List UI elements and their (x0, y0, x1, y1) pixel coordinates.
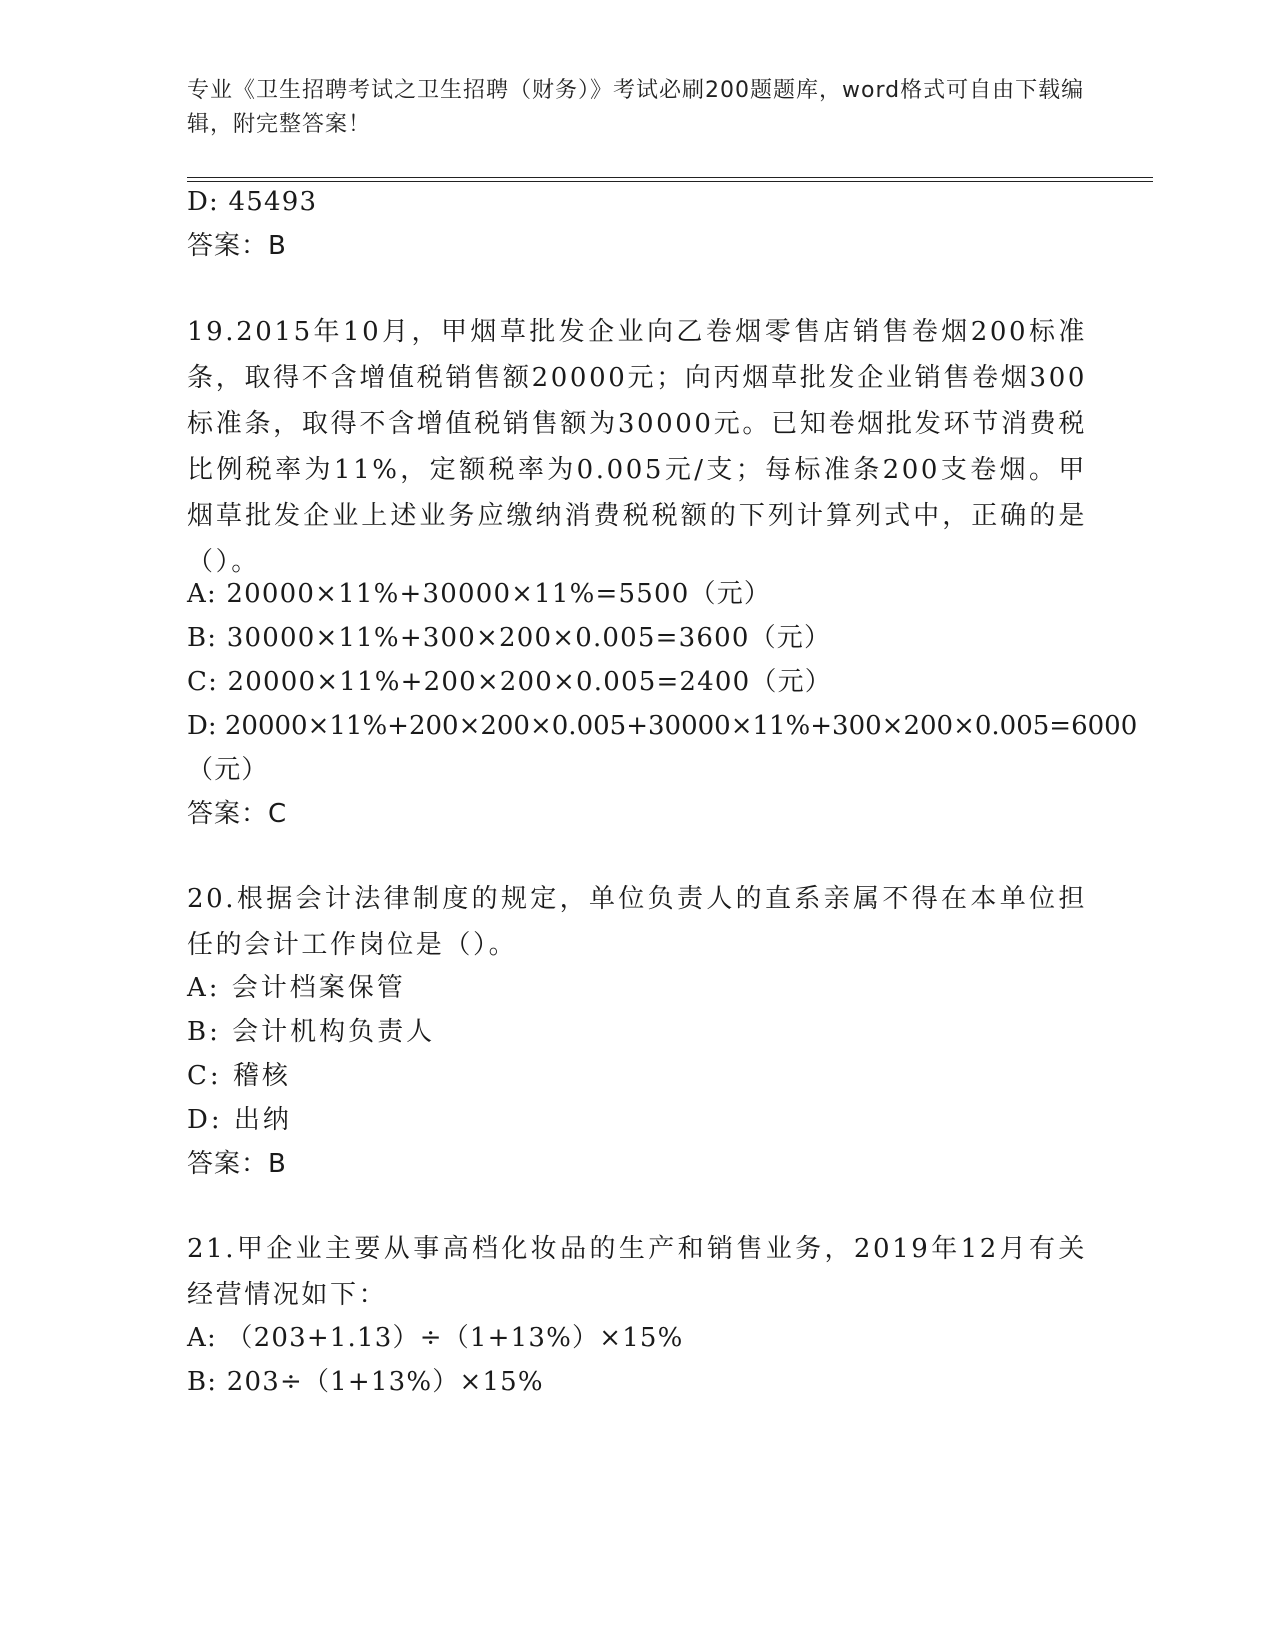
header-rule-bottom (187, 181, 1153, 182)
question-19-option-d: D: 20000×11%+200×200×0.005+30000×11%+300×200×0.005=6000 (187, 711, 1138, 741)
option-d: D: 45493 (187, 187, 318, 217)
question-21-option-a: A: （203+1.13）÷（1+13%）×15% (187, 1323, 684, 1353)
question-20-answer: 答案：B (187, 1149, 287, 1179)
question-19-text: 19.2015年10月，甲烟草批发企业向乙卷烟零售店销售卷烟200标准条，取得不含增值税销售额20000元；向丙烟草批发企业销售卷烟300标准条，取得不含增值税销售额为30000元。已知卷烟批发环节消费税比例税率为11%，定额税率为0.005元/支；每标准条200支卷烟。甲烟草批发企业上述业务应缴纳消费税税额的下列计算列式中，正确的是（）。 (187, 317, 1087, 577)
question-19-option-c: C: 20000×11%+200×200×0.005=2400（元） (187, 667, 832, 697)
question-20-option-d: D: 出纳 (187, 1105, 292, 1135)
question-19-option-d-continued: （元） (187, 755, 269, 785)
question-21-option-b: B: 203÷（1+13%）×15% (187, 1367, 544, 1397)
question-20-text: 20.根据会计法律制度的规定，单位负责人的直系亲属不得在本单位担任的会计工作岗位是（）。 (187, 884, 1087, 960)
question-20-option-b: B: 会计机构负责人 (187, 1017, 436, 1047)
document-header: 专业《卫生招聘考试之卫生招聘（财务）》考试必刷200题题库，word格式可自由下载编辑，附完整答案！ (187, 78, 1085, 137)
question-20-option-a: A: 会计档案保管 (187, 973, 406, 1003)
question-20-option-c: C: 稽核 (187, 1061, 291, 1091)
answer: 答案：B (187, 231, 287, 261)
header-rule-top (187, 177, 1153, 178)
question-21-text: 21.甲企业主要从事高档化妆品的生产和销售业务，2019年12月有关经营情况如下： (187, 1234, 1087, 1310)
question-19-answer: 答案：C (187, 799, 288, 829)
question-19-option-a: A: 20000×11%+30000×11%=5500（元） (187, 579, 772, 609)
question-19-option-b: B: 30000×11%+300×200×0.005=3600（元） (187, 623, 832, 653)
